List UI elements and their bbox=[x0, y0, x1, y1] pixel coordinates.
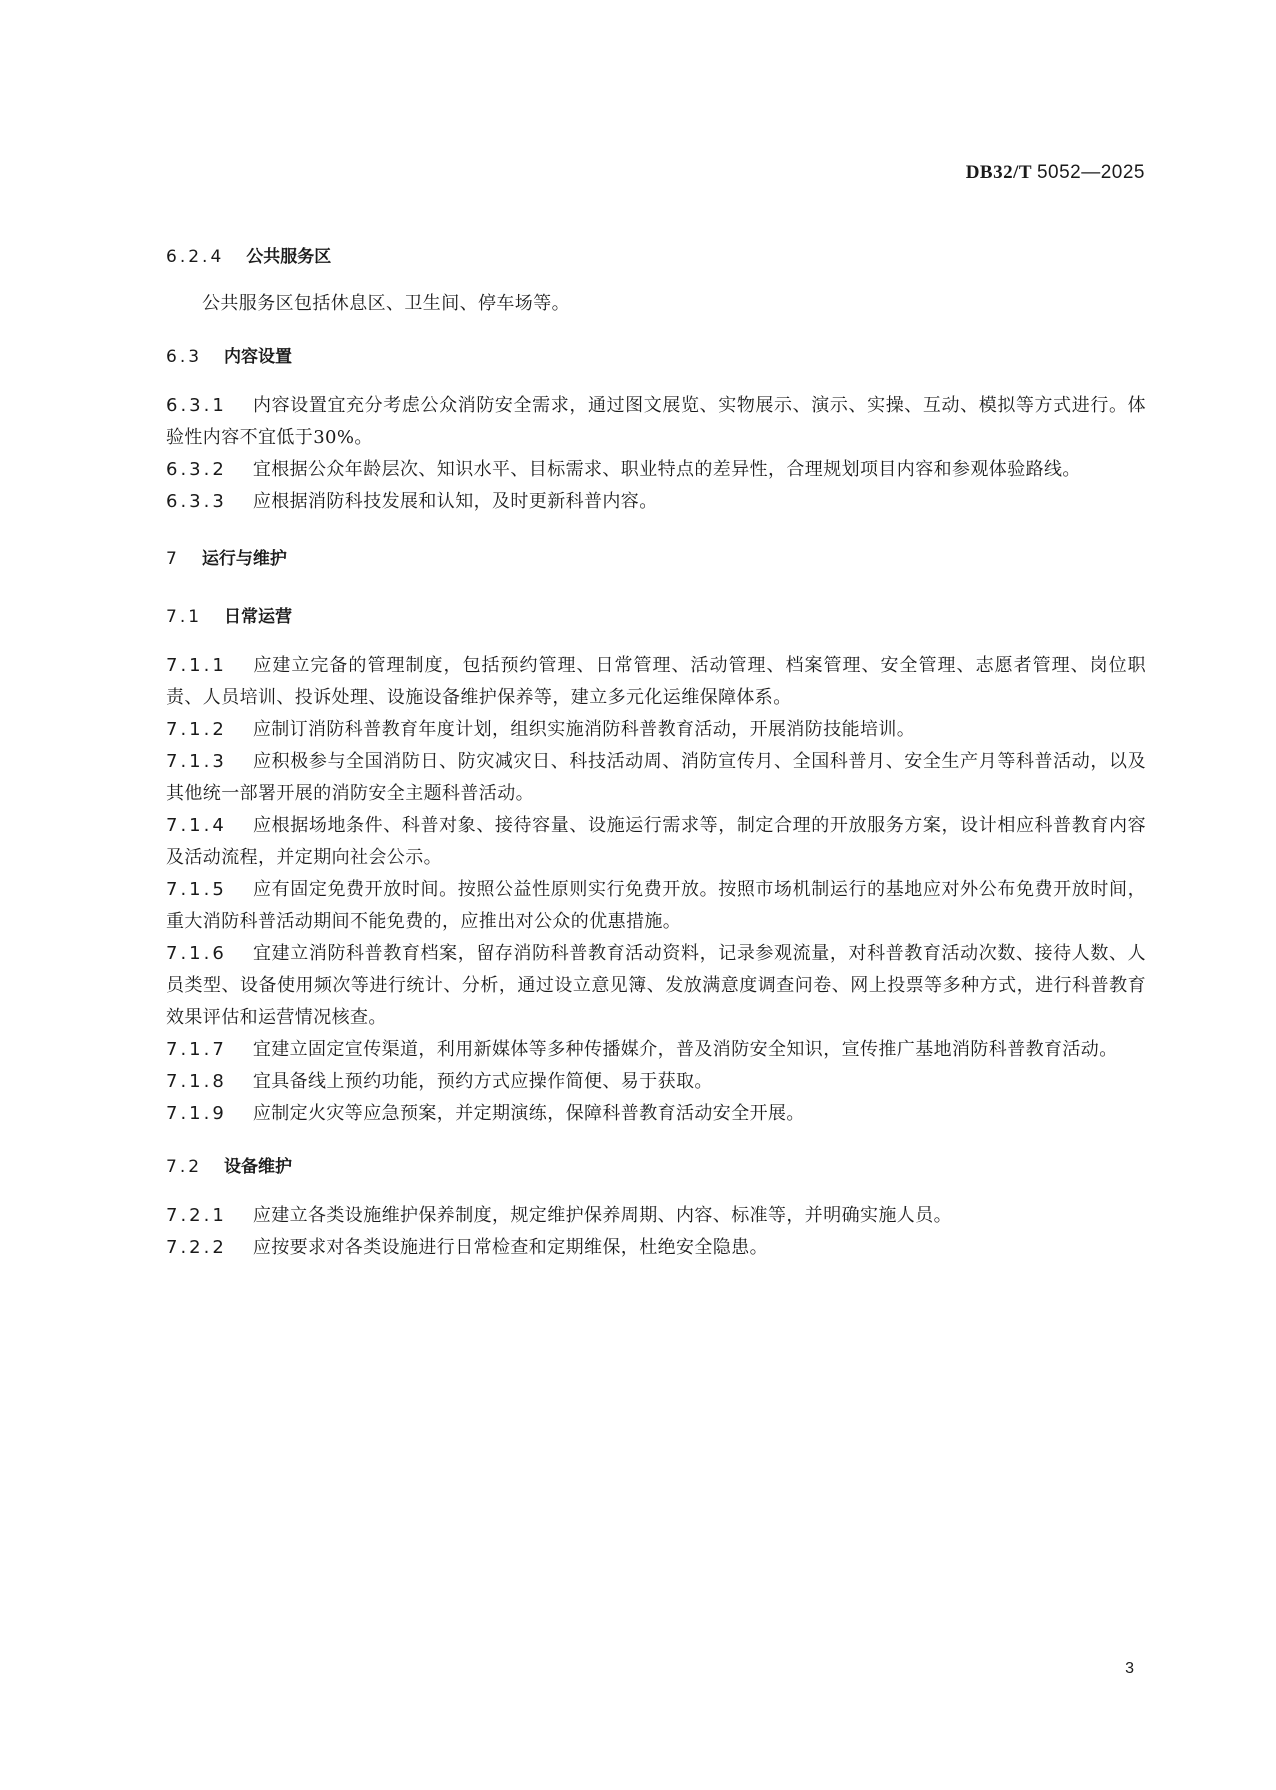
clause-7-1-9 bbox=[166, 1098, 1146, 1130]
clause-text: 宜建立消防科普教育档案，留存消防科普教育活动资料，记录参观流量，对科普教育活动次数、接待人数、人员类型、设备使用频次等进行统计、分析，通过设立意见簿、发放满意度调查问卷、网上投票等多种方式，进行科普教育效果评估和运营情况核查。 bbox=[166, 943, 1146, 1028]
document-code-prefix: DB32/T bbox=[965, 162, 1032, 183]
clause-7-1-7 bbox=[166, 1034, 1146, 1066]
clause-number: 7.1.6 bbox=[166, 943, 227, 964]
clause-7-1-6 bbox=[166, 938, 1146, 1034]
clause-number: 7.1.3 bbox=[166, 751, 227, 772]
clause-7-2-1 bbox=[166, 1200, 1146, 1232]
document-code-number: 5052—2025 bbox=[1036, 162, 1145, 183]
clause-text: 应制定火灾等应急预案，并定期演练，保障科普教育活动安全开展。 bbox=[252, 1103, 805, 1124]
clause-6-3-2 bbox=[166, 454, 1146, 486]
section-number: 6.3 bbox=[166, 347, 203, 367]
section-heading-7-1 bbox=[166, 602, 1146, 632]
clause-text: 应根据消防科技发展和认知，及时更新科普内容。 bbox=[252, 491, 658, 512]
section-title: 公共服务区 bbox=[246, 247, 332, 267]
clause-7-1-2 bbox=[166, 714, 1146, 746]
section-heading-6-2-4 bbox=[166, 242, 1146, 272]
clause-7-2-2 bbox=[166, 1232, 1146, 1264]
page-content bbox=[166, 242, 1146, 1264]
clause-text: 应根据场地条件、科普对象、接待容量、设施运行需求等，制定合理的开放服务方案，设计相应科普教育内容及活动流程，并定期向社会公示。 bbox=[166, 815, 1146, 868]
chapter-title: 运行与维护 bbox=[201, 549, 287, 569]
clause-number: 7.1.4 bbox=[166, 815, 227, 836]
clause-7-1-3 bbox=[166, 746, 1146, 810]
clause-number: 7.1.5 bbox=[166, 879, 227, 900]
clause-number: 7.1.7 bbox=[166, 1039, 227, 1060]
clause-text: 宜具备线上预约功能，预约方式应操作简便、易于获取。 bbox=[252, 1071, 713, 1092]
chapter-number: 7 bbox=[166, 549, 180, 569]
clause-text: 内容设置宜充分考虑公众消防安全需求，通过图文展览、实物展示、演示、实操、互动、模拟等方式进行。体验性内容不宜低于30%。 bbox=[166, 395, 1146, 448]
clause-number: 6.3.3 bbox=[166, 491, 227, 512]
clause-number: 7.2.1 bbox=[166, 1205, 227, 1226]
clause-number: 7.1.8 bbox=[166, 1071, 227, 1092]
clause-number: 7.1.9 bbox=[166, 1103, 227, 1124]
clause-number: 7.1.2 bbox=[166, 719, 227, 740]
section-title: 内容设置 bbox=[224, 347, 293, 367]
paragraph-6-2-4: 公共服务区包括休息区、卫生间、停车场等。 bbox=[202, 293, 570, 314]
section-number: 6.2.4 bbox=[166, 247, 225, 267]
clause-text: 应制订消防科普教育年度计划，组织实施消防科普教育活动，开展消防技能培训。 bbox=[252, 719, 916, 740]
clause-text: 宜建立固定宣传渠道，利用新媒体等多种传播媒介，普及消防安全知识，宣传推广基地消防科普教育活动。 bbox=[252, 1039, 1118, 1060]
section-heading-7-2 bbox=[166, 1152, 1146, 1182]
clause-number: 7.2.2 bbox=[166, 1237, 227, 1258]
document-code bbox=[966, 162, 1145, 184]
clause-number: 6.3.2 bbox=[166, 459, 227, 480]
clause-7-1-5 bbox=[166, 874, 1146, 938]
clause-text: 应按要求对各类设施进行日常检查和定期维保，杜绝安全隐患。 bbox=[252, 1237, 769, 1258]
section-title: 日常运营 bbox=[224, 607, 293, 627]
clause-text: 应积极参与全国消防日、防灾减灾日、科技活动周、消防宣传月、全国科普月、安全生产月等科普活动，以及其他统一部署开展的消防安全主题科普活动。 bbox=[166, 751, 1146, 804]
section-title: 设备维护 bbox=[224, 1157, 293, 1177]
section-heading-6-3 bbox=[166, 342, 1146, 372]
clause-7-1-4 bbox=[166, 810, 1146, 874]
section-number: 7.2 bbox=[166, 1157, 203, 1177]
clause-number: 7.1.1 bbox=[166, 655, 227, 676]
chapter-heading-7 bbox=[166, 544, 1146, 574]
clause-6-3-3 bbox=[166, 486, 1146, 518]
clause-text: 宜根据公众年龄层次、知识水平、目标需求、职业特点的差异性，合理规划项目内容和参观体验路线。 bbox=[252, 459, 1081, 480]
clause-text: 应建立各类设施维护保养制度，规定维护保养周期、内容、标准等，并明确实施人员。 bbox=[252, 1205, 953, 1226]
clause-6-3-1 bbox=[166, 390, 1146, 454]
clause-text: 应建立完备的管理制度，包括预约管理、日常管理、活动管理、档案管理、安全管理、志愿者管理、岗位职责、人员培训、投诉处理、设施设备维护保养等，建立多元化运维保障体系。 bbox=[166, 655, 1146, 708]
clause-text: 应有固定免费开放时间。按照公益性原则实行免费开放。按照市场机制运行的基地应对外公布免费开放时间，重大消防科普活动期间不能免费的，应推出对公众的优惠措施。 bbox=[166, 879, 1146, 932]
clause-7-1-8 bbox=[166, 1066, 1146, 1098]
clause-number: 6.3.1 bbox=[166, 395, 227, 416]
section-number: 7.1 bbox=[166, 607, 203, 627]
clause-7-1-1 bbox=[166, 650, 1146, 714]
page-number: 3 bbox=[1125, 1660, 1134, 1677]
